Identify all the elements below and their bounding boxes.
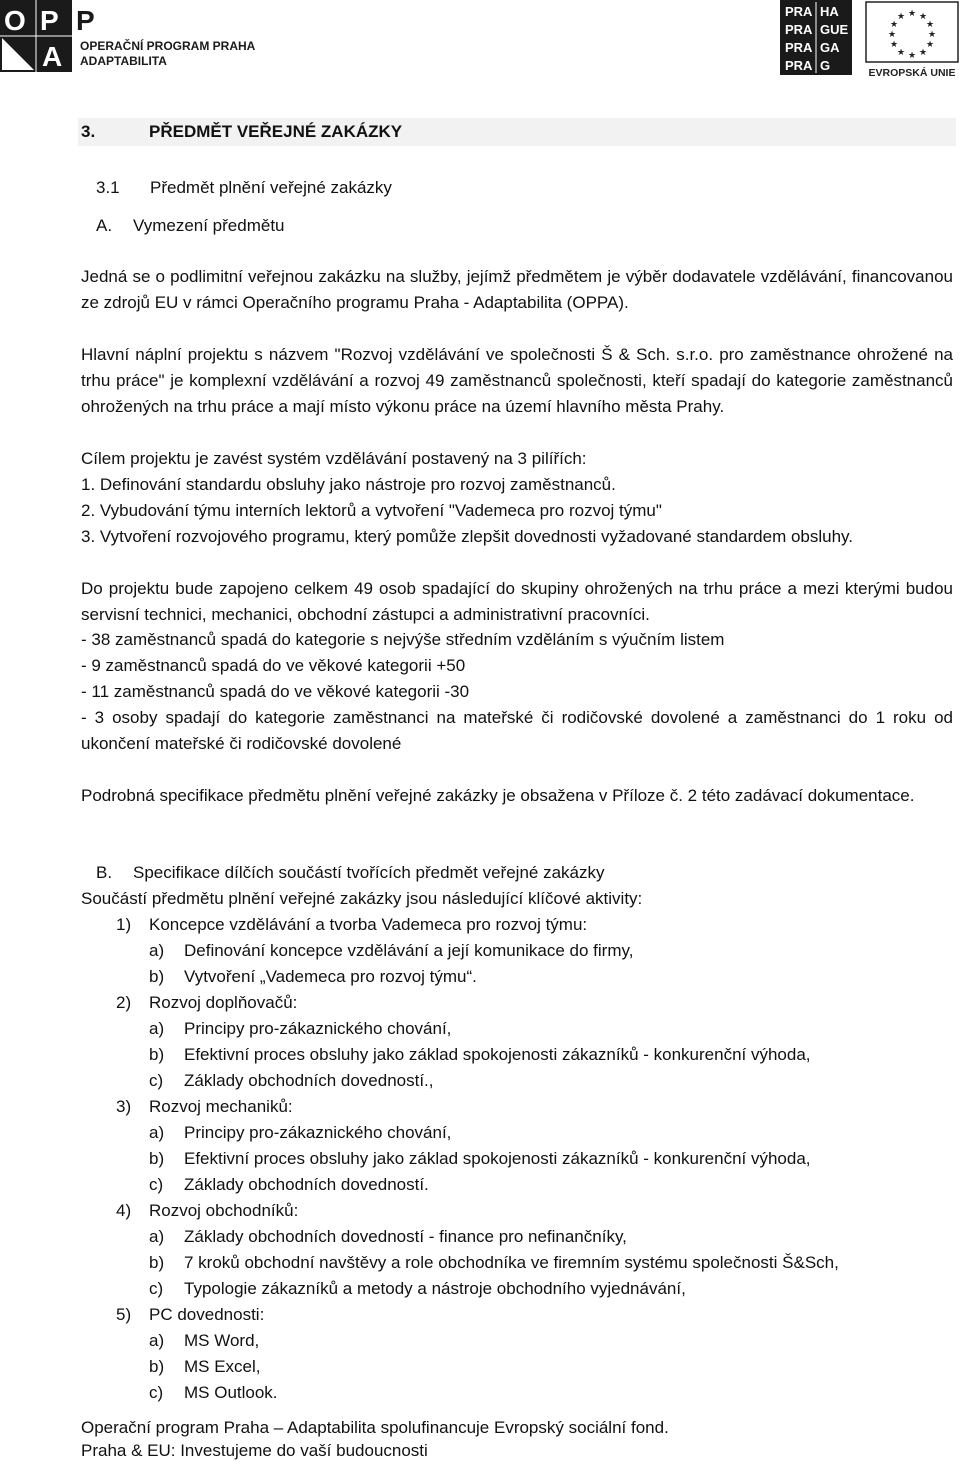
activity-1-number: 1) [116, 915, 132, 934]
opp-letter-a: A [42, 41, 63, 72]
activity-4-item-a-letter: a) [149, 1227, 165, 1246]
activity-2-title: Rozvoj doplňovačů: [149, 993, 298, 1012]
participants-paragraph: Do projektu bude zapojeno celkem 49 osob spadající do skupiny ohrožených na trhu práce a mezi kterými budou servisní technici, mechanici, obchodní zástupci a administrativní pracovníci. [81, 579, 953, 624]
activity-1-item-b: Vytvoření „Vademeca pro rozvoj týmu“. [184, 967, 477, 986]
goal-item-1: 1. Definování standardu obsluhy jako nástroje pro rozvoj zaměstnanců. [81, 475, 616, 494]
activity-2-item-c: Základy obchodních dovedností., [184, 1071, 434, 1090]
praha-row2-right: GUE [820, 22, 849, 37]
praha-row4-right: G [820, 58, 831, 73]
activity-5-item-b: MS Excel, [184, 1357, 261, 1376]
subsection-number: 3.1 [96, 178, 120, 197]
goal-intro: Cílem projektu je zavést systém vzdělávání postavený na 3 pilířích: [81, 449, 587, 468]
participants-dash-2: - 9 zaměstnanců spadá do ve věkové kategorii +50 [81, 656, 466, 675]
activity-1-item-a: Definování koncepce vzdělávání a její komunikace do firmy, [184, 941, 634, 960]
praha-row4-left: PRA [785, 58, 813, 73]
activity-4-item-a: Základy obchodních dovedností - finance pro nefinančníky, [184, 1227, 627, 1246]
activity-5-item-c: MS Outlook. [184, 1383, 278, 1402]
activity-5-title: PC dovednosti: [149, 1305, 265, 1324]
praha-logo-graphic [780, 0, 852, 75]
part-a-title: Vymezení předmětu [133, 216, 285, 235]
svg-text:★: ★ [889, 20, 899, 30]
praha-row3-left: PRA [785, 40, 813, 55]
svg-text:★: ★ [887, 30, 897, 40]
intro-paragraph: Jedná se o podlimitní veřejnou zakázku na služby, jejímž předmětem je výběr dodavatele vzdělávání, financovanou ze zdrojů EU v rámci Operačního programu Praha - Adaptabilita (OPPA). [81, 267, 953, 312]
activity-3-item-b-letter: b) [149, 1149, 165, 1168]
praha-row3-right: GA [820, 40, 840, 55]
participants-dash-4: - 3 osoby spadají do kategorie zaměstnanci na mateřské či rodičovské dovolené a zaměstnanci do 1 roku od ukončení mateřské či rodičovské dovolené [81, 708, 953, 753]
activity-4-title: Rozvoj obchodníků: [149, 1201, 299, 1220]
svg-text:★: ★ [889, 40, 899, 50]
eu-flag-icon [864, 0, 960, 80]
activity-2-item-b: Efektivní proces obsluhy jako základ spokojenosti zákazníků - konkurenční výhoda, [184, 1045, 811, 1064]
activity-3-item-c: Základy obchodních dovedností. [184, 1175, 429, 1194]
activity-4-item-c: Typologie zákazníků a metody a nástroje obchodního vyjednávání, [184, 1279, 686, 1298]
praha-row1-left: PRA [785, 4, 813, 19]
praha-logo [780, 0, 852, 75]
activity-1-item-a-letter: a) [149, 941, 165, 960]
goal-item-2: 2. Vybudování týmu interních lektorů a vytvoření "Vademeca pro rozvoj týmu" [81, 501, 662, 520]
activity-4-item-b: 7 kroků obchodní navštěvy a role obchodníka ve firemním systému společnosti Š&Sch, [184, 1253, 839, 1272]
eu-label: EVROPSKÁ UNIE [868, 67, 956, 79]
participants-dash-1: - 38 zaměstnanců spadá do kategorie s nejvýše středním vzděláním s výučním listem [81, 630, 725, 649]
footer-line-2: Praha & EU: Investujeme do vaší budoucnosti [81, 1441, 428, 1460]
activity-5-item-c-letter: c) [149, 1383, 164, 1402]
praha-row1-right: HA [820, 4, 839, 19]
svg-text:★: ★ [907, 51, 917, 61]
opp-letter-o: O [4, 5, 26, 36]
specification-paragraph: Podrobná specifikace předmětu plnění veřejné zakázky je obsažena v Příloze č. 2 této zadávací dokumentace. [81, 786, 915, 805]
activity-1-item-b-letter: b) [149, 967, 165, 986]
activity-3-item-a: Principy pro-zákaznického chování, [184, 1123, 452, 1142]
svg-text:★: ★ [925, 40, 935, 50]
svg-text:★: ★ [896, 48, 906, 58]
activity-3-item-c-letter: c) [149, 1175, 164, 1194]
participants-dash-3: - 11 zaměstnanců spadá do ve věkové kategorii -30 [81, 682, 470, 701]
activity-3-number: 3) [116, 1097, 132, 1116]
part-b-title: Specifikace dílčích součástí tvořících předmět veřejné zakázky [133, 863, 605, 882]
goal-item-3: 3. Vytvoření rozvojového programu, který pomůže zlepšit dovednosti vyžadované standardem obsluhy. [81, 527, 854, 546]
opp-program-line2: ADAPTABILITA [80, 54, 167, 68]
opp-letter-p1: P [40, 5, 59, 36]
section-title: PŘEDMĚT VEŘEJNÉ ZAKÁZKY [149, 122, 403, 141]
svg-text:★: ★ [918, 12, 928, 22]
svg-text:★: ★ [927, 30, 937, 40]
activity-4-item-c-letter: c) [149, 1279, 164, 1298]
activity-5-item-b-letter: b) [149, 1357, 165, 1376]
activity-2-number: 2) [116, 993, 132, 1012]
part-b-letter: B. [96, 863, 113, 882]
activity-3-item-b: Efektivní proces obsluhy jako základ spokojenosti zákazníků - konkurenční výhoda, [184, 1149, 811, 1168]
opp-letter-p2: P [76, 5, 95, 36]
activity-2-item-a-letter: a) [149, 1019, 165, 1038]
activity-2-item-b-letter: b) [149, 1045, 165, 1064]
svg-text:★: ★ [925, 20, 935, 30]
praha-row2-left: PRA [785, 22, 813, 37]
subsection-title: Předmět plnění veřejné zakázky [150, 178, 392, 197]
activity-2-item-c-letter: c) [149, 1071, 164, 1090]
section-heading [78, 118, 956, 146]
section-number: 3. [81, 122, 96, 141]
part-a-letter: A. [96, 216, 113, 235]
svg-text:★: ★ [896, 12, 906, 22]
eu-logo [864, 0, 960, 80]
activity-5-item-a: MS Word, [184, 1331, 260, 1350]
footer-line-1: Operační program Praha – Adaptabilita spolufinancuje Evropský sociální fond. [81, 1418, 669, 1437]
activity-1-title: Koncepce vzdělávání a tvorba Vademeca pro rozvoj týmu: [149, 915, 588, 934]
svg-text:★: ★ [907, 9, 917, 19]
project-paragraph: Hlavní náplní projektu s názvem "Rozvoj vzdělávání ve společnosti Š & Sch. s.r.o. pro zaměstnance ohrožené na trhu práce" je komplexní vzdělávání a rozvoj 49 zaměstnanců společnosti, kteří spadají do kategorie zaměstnanců ohrožených na trhu práce a mají místo výkonu práce na území hlavního města Prahy. [81, 345, 953, 416]
activity-4-item-b-letter: b) [149, 1253, 165, 1272]
svg-text:★: ★ [918, 48, 928, 58]
activity-3-title: Rozvoj mechaniků: [149, 1097, 293, 1116]
activity-4-number: 4) [116, 1201, 132, 1220]
activity-2-item-a: Principy pro-zákaznického chování, [184, 1019, 452, 1038]
activity-5-number: 5) [116, 1305, 132, 1324]
part-b-intro: Součástí předmětu plnění veřejné zakázky jsou následující klíčové aktivity: [81, 889, 643, 908]
opp-program-line1: OPERAČNÍ PROGRAM PRAHA [80, 39, 256, 53]
oppa-logo-graphic [0, 0, 260, 75]
activity-5-item-a-letter: a) [149, 1331, 165, 1350]
oppa-logo [0, 0, 260, 75]
activity-3-item-a-letter: a) [149, 1123, 165, 1142]
